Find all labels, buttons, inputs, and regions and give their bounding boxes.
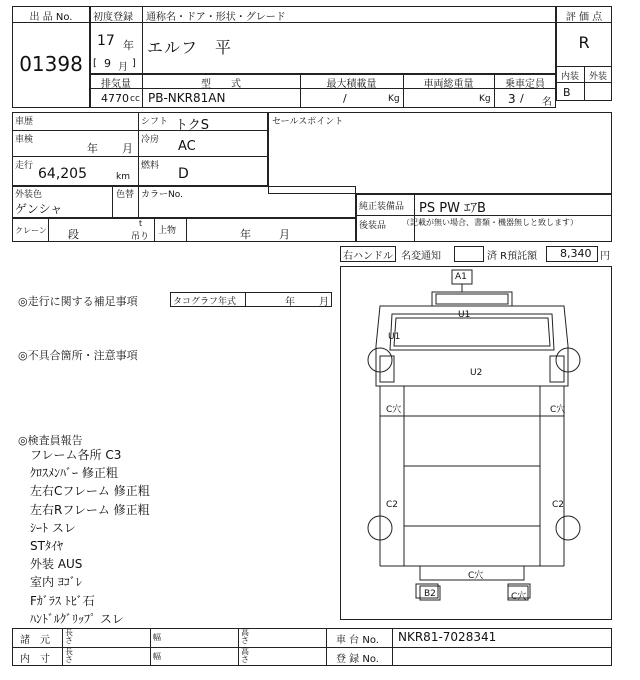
inspector-report-label: ◎検査員報告 [18,434,83,447]
shift-value: トクS [175,118,209,133]
max-load-unit: Kg [388,94,400,104]
inspector-report-line: Fｶﾞﾗｽ ﾄﾋﾞ石 [30,593,95,608]
first-reg-month-value: 9 [104,57,111,70]
color-value: ゲンシャ [15,202,63,216]
inspector-report-line: ｸﾛｽﾒﾝﾊﾞｰ 修正粗 [30,466,118,481]
gvw-label: 車両総重量 [423,79,474,90]
gvw-unit: Kg [479,94,491,104]
capacity-label: 乗車定員 [505,79,545,90]
inspection-year-unit: 年 [87,142,98,155]
mileage-unit: km [116,172,130,182]
damage-b2-label: B2 [424,589,436,599]
damage-c2-right-label: C2 [552,500,565,510]
crane-box [12,218,356,242]
aftermarket-note: （記載が無い場合、書類・機器無しと致します） [402,218,578,227]
body-label: 上物 [158,226,177,236]
model-label: 通称名・ドア・形状・グレード [146,12,286,23]
score-label: 評 価 点 [565,12,603,23]
tacho-year-unit: 年 [285,297,295,308]
damage-u1-top-label: U1 [458,310,471,320]
rhd-label: 右ハンドル [343,251,393,262]
crane-ton-t: t [139,219,143,228]
displacement-label: 排気量 [101,79,131,90]
capacity-value: 3 [508,92,516,106]
max-load-slash: / [343,92,347,105]
defects-label: ◎不具合箇所・注意事項 [18,349,138,362]
damage-c-hole-left-label: C穴 [386,405,402,415]
damage-u1-left-label: U1 [388,332,401,342]
inspector-report-line: 左右Rフレーム 修正粗 [30,502,150,517]
damage-c-hole-br-label: C穴 [511,592,527,602]
inspector-report-line: STﾀｲﾔ [30,538,63,553]
body-year-unit: 年 [240,228,251,241]
damage-c2-left-label: C2 [386,500,399,510]
interior-grade-value: B [563,86,571,99]
damage-a1-label: A1 [455,272,467,282]
month-unit: 月 [118,62,128,73]
first-reg-year-value: 17 [97,33,115,49]
recycle-label: 済 R預託額 [487,251,538,262]
lot-number-value: 01398 [19,52,83,76]
chassis-no-label: 車 台 No. [336,635,379,646]
damage-c-hole-right-label: C穴 [550,405,566,415]
recycle-value: 8,340 [560,247,592,260]
yen-unit: 円 [600,251,610,262]
truck-diagram [340,266,612,620]
color-change-label: 色替 [116,190,135,200]
tacho-label: タコグラフ年式 [173,297,237,307]
model-value: エルフ 平 [147,38,233,57]
capacity-slash: / [520,92,524,105]
sales-points-label: セールスポイント [272,117,344,127]
inspector-report-line: 室内 ﾖｺﾞﾚ [30,575,82,590]
inspector-report-line: 外装 AUS [30,557,83,572]
interior-height-label: 高さ [241,647,249,664]
crane-label: クレーン [15,226,47,235]
damage-c-hole-bottom-label: C穴 [468,571,484,581]
score-value: R [578,33,590,52]
displacement-unit: cc [130,94,140,104]
aftermarket-label: 後装品 [359,221,387,231]
name-change-label: 名変通知 [401,251,441,262]
year-unit: 年 [123,39,134,52]
exterior-grade-label: 外装 [588,72,607,82]
history-label: 車歴 [15,117,34,127]
driving-remarks-label: ◎走行に関する補足事項 [18,295,138,308]
inspection-month-unit: 月 [122,142,133,155]
bracket-close: ] [132,58,136,69]
equipment-label: 純正装備品 [359,202,405,212]
chassis-no-value: NKR81-7028341 [398,630,497,644]
bracket-open: [ [93,58,97,69]
first-reg-label: 初度登録 [93,12,133,23]
type-value: PB-NKR81AN [148,91,226,105]
mileage-value: 64,205 [38,166,87,182]
ac-label: 冷房 [141,135,160,145]
inspection-label: 車検 [15,135,34,145]
mileage-label: 走行 [15,161,34,171]
color-box [12,186,356,218]
max-load-label: 最大積載量 [326,79,377,90]
fuel-label: 燃料 [141,161,160,171]
tacho-month-unit: 月 [319,297,329,308]
equipment-value: PS PW ｴｱB [419,201,486,216]
crane-step-unit: 段 [68,228,79,241]
interior-dims-label: 内 寸 [20,654,50,665]
shift-label: シフト [141,117,169,127]
dims-length-label: 長さ [65,628,73,645]
dims-width-label: 幅 [153,633,161,642]
fuel-value: D [178,166,189,182]
ac-value: AC [178,139,196,154]
registration-no-label: 登 録 No. [336,654,379,665]
inspector-report-list [30,446,150,628]
color-label: 外装色 [15,190,43,200]
capacity-unit: 名 [542,97,552,108]
interior-length-label: 長さ [65,647,73,664]
type-label: 型 式 [201,79,241,90]
inspector-report-line: ﾊﾝﾄﾞﾙｸﾞﾘｯﾌﾟ スレ [30,611,124,626]
interior-grade-label: 内装 [560,72,579,82]
inspector-report-line: フレーム各所 C3 [30,448,122,462]
displacement-value: 4770 [101,92,129,105]
dims-label: 諸 元 [20,635,50,646]
color-no-label: カラーNo. [141,190,183,200]
damage-u2-label: U2 [470,368,483,378]
lot-number-label: 出 品 No. [29,12,73,23]
body-month-unit: 月 [279,228,290,241]
crane-ton-unit: 吊り [131,232,150,242]
inspector-report-line: ｼｰﾄ スレ [30,520,76,535]
name-change-box [454,246,484,262]
interior-width-label: 幅 [153,652,161,661]
dims-height-label: 高さ [241,628,249,645]
inspector-report-line: 左右Cフレーム 修正粗 [30,484,150,499]
